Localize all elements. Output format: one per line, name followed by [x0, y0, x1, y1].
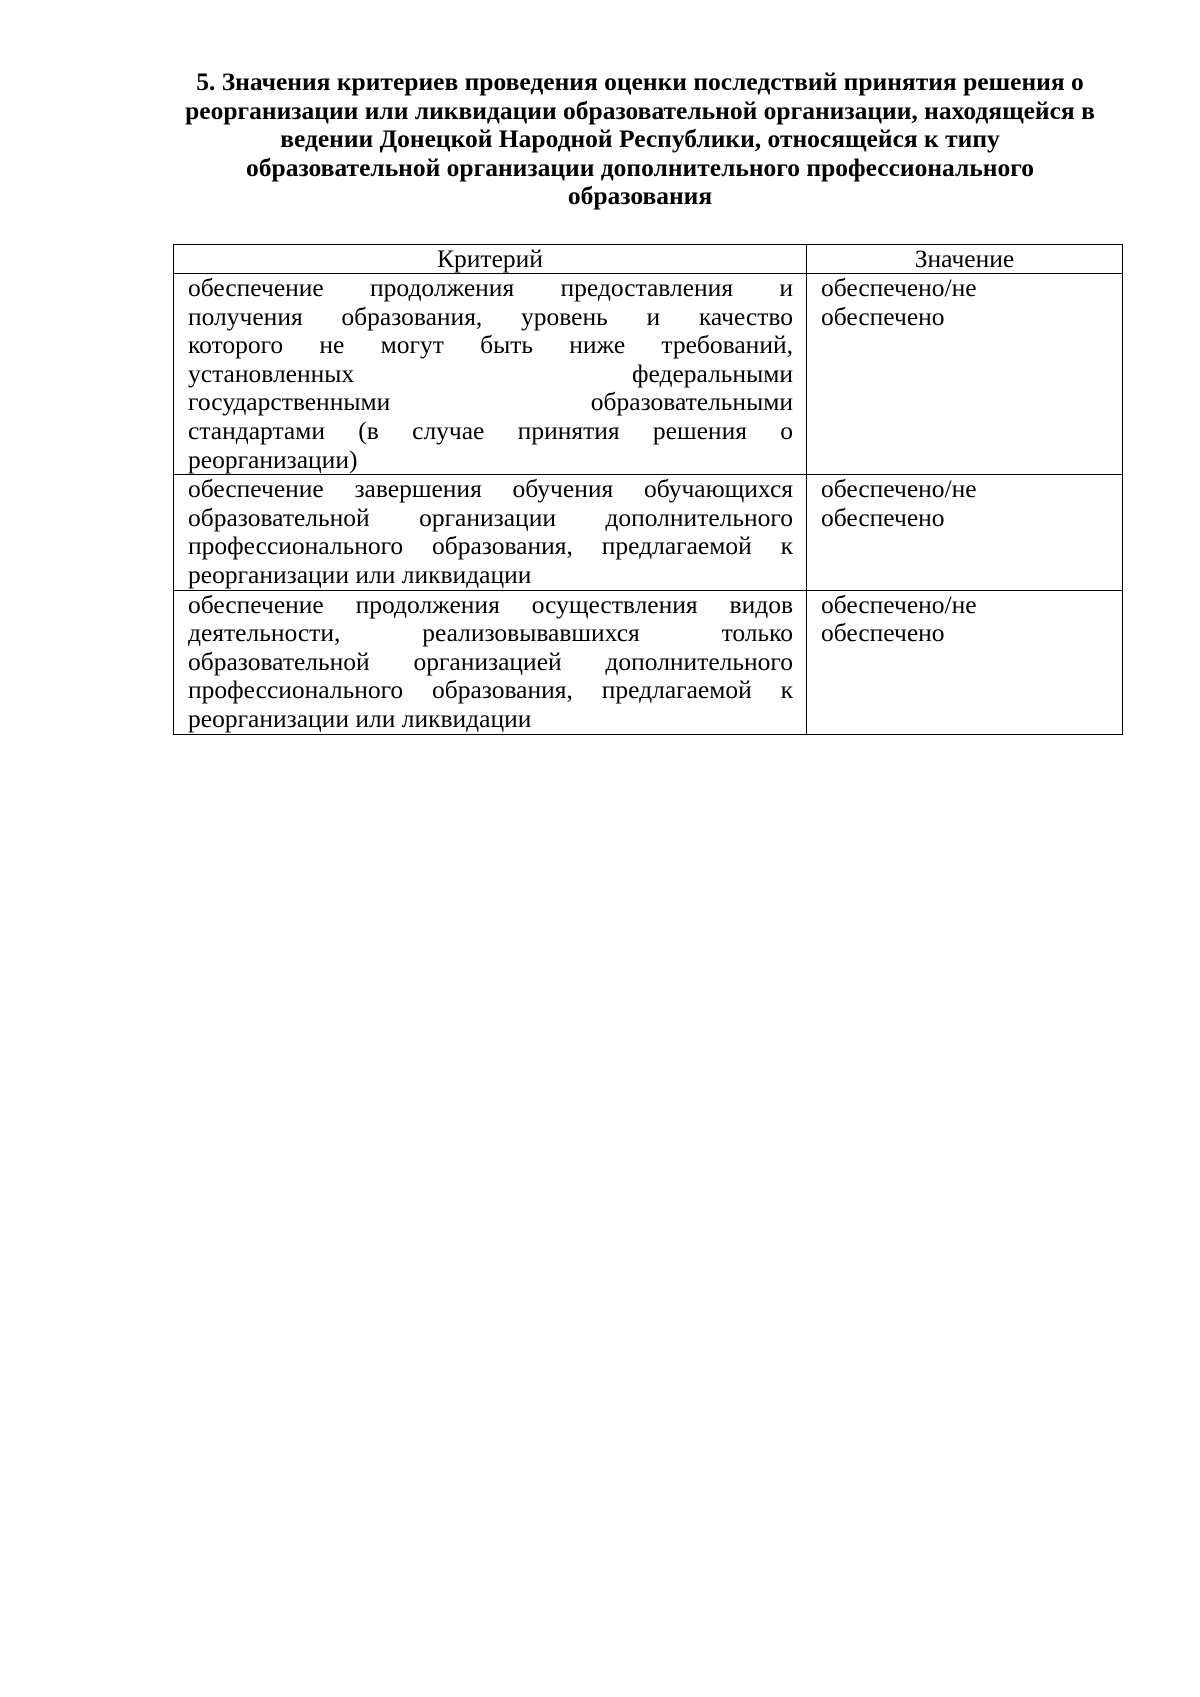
value-cell — [807, 475, 1123, 590]
title-line: 5. Значения критериев проведения оценки последствий принятия решения о — [196, 67, 1084, 96]
criterion-line: реорганизации) — [188, 444, 358, 474]
criterion-line: образовательной организацией дополнительного — [188, 646, 793, 676]
table-row — [174, 475, 1123, 590]
value-line: обеспечено — [821, 502, 945, 532]
value-line: обеспечено/не — [821, 474, 977, 504]
criterion-line: реорганизации или ликвидации — [188, 703, 532, 733]
title-line: ведении Донецкой Народной Республики, относящейся к типу — [280, 124, 1000, 153]
criterion-line: профессионального образования, предлагаемой к — [188, 675, 793, 705]
title-line: реорганизации или ликвидации образовательной организации, находящейся в — [185, 95, 1095, 125]
criterion-line: которого не могут быть ниже требований, — [188, 330, 793, 360]
criterion-line: профессионального образования, предлагаемой к — [188, 531, 793, 561]
criterion-line: обеспечение продолжения осуществления видов — [188, 589, 793, 619]
table-row — [174, 590, 1123, 734]
value-line: обеспечено — [821, 301, 945, 331]
criterion-line: установленных федеральными — [188, 358, 793, 388]
criterion-cell — [174, 475, 807, 590]
value-cell — [807, 274, 1123, 475]
table-row — [174, 274, 1123, 475]
table-header-row — [174, 245, 1123, 274]
criterion-cell — [174, 274, 807, 475]
value-line: обеспечено/не — [821, 589, 977, 619]
value-cell — [807, 590, 1123, 734]
header-value: Значение — [807, 245, 1123, 274]
criterion-line: деятельности, реализовывавшихся только — [188, 618, 793, 648]
criterion-line: обеспечение завершения обучения обучающихся — [188, 474, 793, 504]
value-line: обеспечено/не — [821, 273, 977, 302]
criterion-line: стандартами (в случае принятия решения о — [188, 415, 793, 445]
criterion-line: реорганизации или ликвидации — [188, 559, 532, 589]
criterion-line: государственными образовательными — [188, 387, 793, 417]
header-criterion: Критерий — [174, 245, 807, 274]
value-line: обеспечено — [821, 618, 945, 648]
title-line: образовательной организации дополнительного профессионального — [246, 152, 1034, 182]
criterion-cell — [174, 590, 807, 734]
section-title — [160, 68, 1120, 211]
criterion-line: обеспечение продолжения предоставления и — [188, 273, 793, 302]
criterion-line: получения образования, уровень и качество — [188, 301, 793, 331]
criteria-table — [173, 244, 1123, 735]
title-line: образования — [567, 181, 713, 210]
criterion-line: образовательной организации дополнительного — [188, 502, 793, 532]
